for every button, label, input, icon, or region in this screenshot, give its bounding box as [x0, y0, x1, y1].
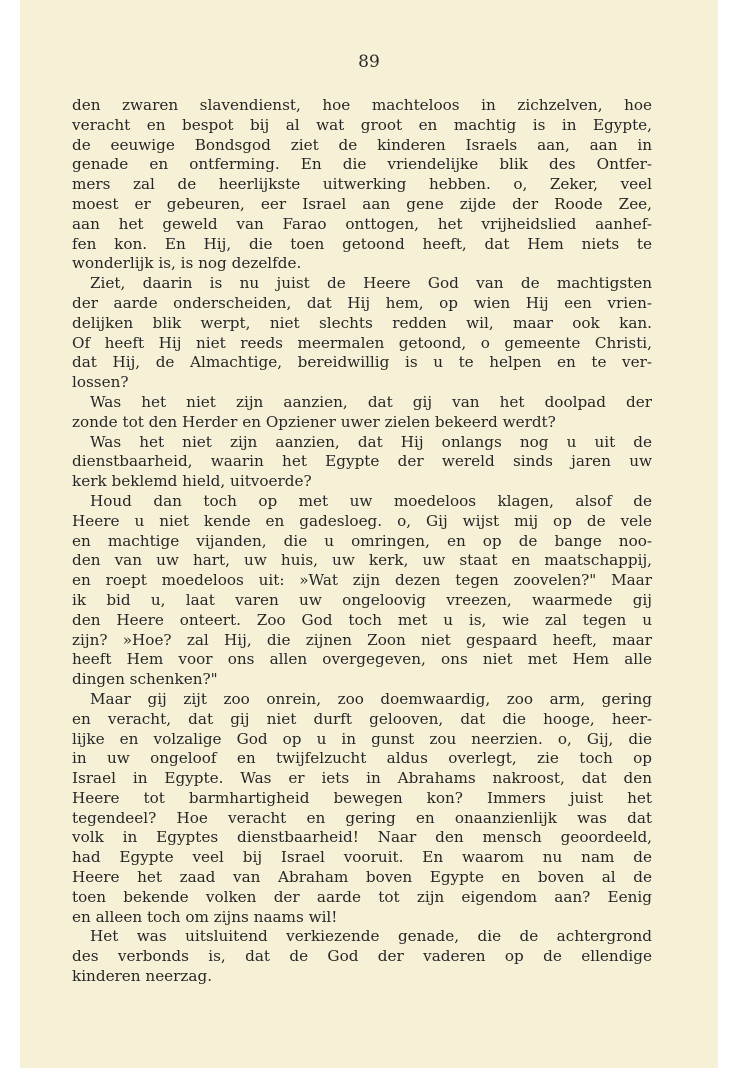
text-line: Was het niet zijn aanzien, dat Hij onlangs nog u uit de	[90, 432, 652, 451]
text-line: der aarde onderscheiden, dat Hij hem, op wien Hij een vrien-	[72, 293, 652, 312]
text-line: mers zal de heerlijkste uitwerking hebben. o, Zeker, veel	[72, 175, 652, 194]
text-line: volk in Egyptes dienstbaarheid! Naar den mensch geoordeeld,	[72, 828, 652, 847]
text-line: Heere het zaad van Abraham boven Egypte en boven al de	[72, 868, 652, 887]
text-line: den Heere onteert. Zoo God toch met u is, wie zal tegen u	[72, 610, 652, 629]
text-line: kerk beklemd hield, uitvoerde?	[72, 472, 312, 491]
text-line: dat Hij, de Almachtige, bereidwillig is u te helpen en te ver-	[72, 353, 652, 372]
text-line: veracht en bespot bij al wat groot en machtig is in Egypte,	[72, 115, 652, 134]
body-text	[72, 96, 652, 987]
text-line: Was het niet zijn aanzien, dat gij van het doolpad der	[90, 392, 652, 411]
text-line: tegendeel? Hoe veracht en gering en onaanzienlijk was dat	[72, 808, 652, 827]
text-line: zonde tot den Herder en Opziener uwer zielen bekeerd werdt?	[72, 412, 556, 431]
text-line: fen kon. En Hij, die toen getoond heeft, dat Hem niets te	[72, 234, 652, 253]
text-line: den zwaren slavendienst, hoe machteloos in zichzelven, hoe	[72, 96, 652, 114]
text-line: en machtige vijanden, die u omringen, en op de bange noo-	[72, 531, 652, 550]
text-line: den van uw hart, uw huis, uw kerk, uw staat en maatschappij,	[72, 551, 652, 570]
text-line: Ziet, daarin is nu juist de Heere God van de machtigsten	[90, 274, 652, 293]
text-line: Houd dan toch op met uw moedeloos klagen, alsof de	[90, 491, 652, 510]
text-line: en alleen toch om zijns naams wil!	[72, 907, 338, 926]
text-line: lossen?	[72, 373, 129, 392]
text-line: had Egypte veel bij Israel vooruit. En waarom nu nam de	[72, 848, 652, 867]
text-line: de eeuwige Bondsgod ziet de kinderen Israels aan, aan in	[72, 135, 652, 154]
text-line: ik bid u, laat varen uw ongeloovig vreezen, waarmede gij	[72, 590, 652, 609]
page-number: 89	[358, 52, 380, 72]
text-line: wonderlijk is, is nog dezelfde.	[72, 254, 302, 273]
text-line: toen bekende volken der aarde tot zijn eigendom aan? Eenig	[72, 887, 652, 906]
book-page	[20, 0, 718, 1068]
text-line: Heere u niet kende en gadesloeg. o, Gij wijst mij op de vele	[72, 511, 652, 530]
text-line: Heere tot barmhartigheid bewegen kon? Immers juist het	[72, 788, 652, 807]
text-line: dingen schenken?"	[72, 670, 218, 689]
text-line: en roept moedeloos uit: »Wat zijn dezen tegen zoovelen?" Maar	[72, 571, 652, 590]
text-line: genade en ontferming. En die vriendelijke blik des Ontfer-	[72, 155, 652, 174]
text-line: Of heeft Hij niet reeds meermalen getoond, o gemeente Christi,	[72, 333, 652, 352]
text-line: Maar gij zijt zoo onrein, zoo doemwaardig, zoo arm, gering	[90, 689, 652, 708]
text-line: zijn? »Hoe? zal Hij, die zijnen Zoon niet gespaard heeft, maar	[72, 630, 652, 649]
text-line: heeft Hem voor ons allen overgegeven, ons niet met Hem alle	[72, 650, 652, 669]
text-line: moest er gebeuren, eer Israel aan gene zijde der Roode Zee,	[72, 194, 652, 213]
text-line: Israel in Egypte. Was er iets in Abrahams nakroost, dat den	[72, 769, 652, 788]
text-line: dienstbaarheid, waarin het Egypte der wereld sinds jaren uw	[72, 452, 652, 471]
text-line: Het was uitsluitend verkiezende genade, die de achtergrond	[90, 927, 652, 946]
text-line: en veracht, dat gij niet durft gelooven, dat die hooge, heer-	[72, 709, 652, 728]
text-line: kinderen neerzag.	[72, 967, 213, 986]
text-line: des verbonds is, dat de God der vaderen op de ellendige	[72, 947, 652, 966]
text-line: in uw ongeloof en twijfelzucht aldus overlegt, zie toch op	[72, 749, 652, 768]
text-line: delijken blik werpt, niet slechts redden wil, maar ook kan.	[72, 313, 652, 332]
text-line: lijke en volzalige God op u in gunst zou neerzien. o, Gij, die	[72, 729, 652, 748]
text-line: aan het geweld van Farao onttogen, het vrijheidslied aanhef-	[72, 214, 652, 233]
